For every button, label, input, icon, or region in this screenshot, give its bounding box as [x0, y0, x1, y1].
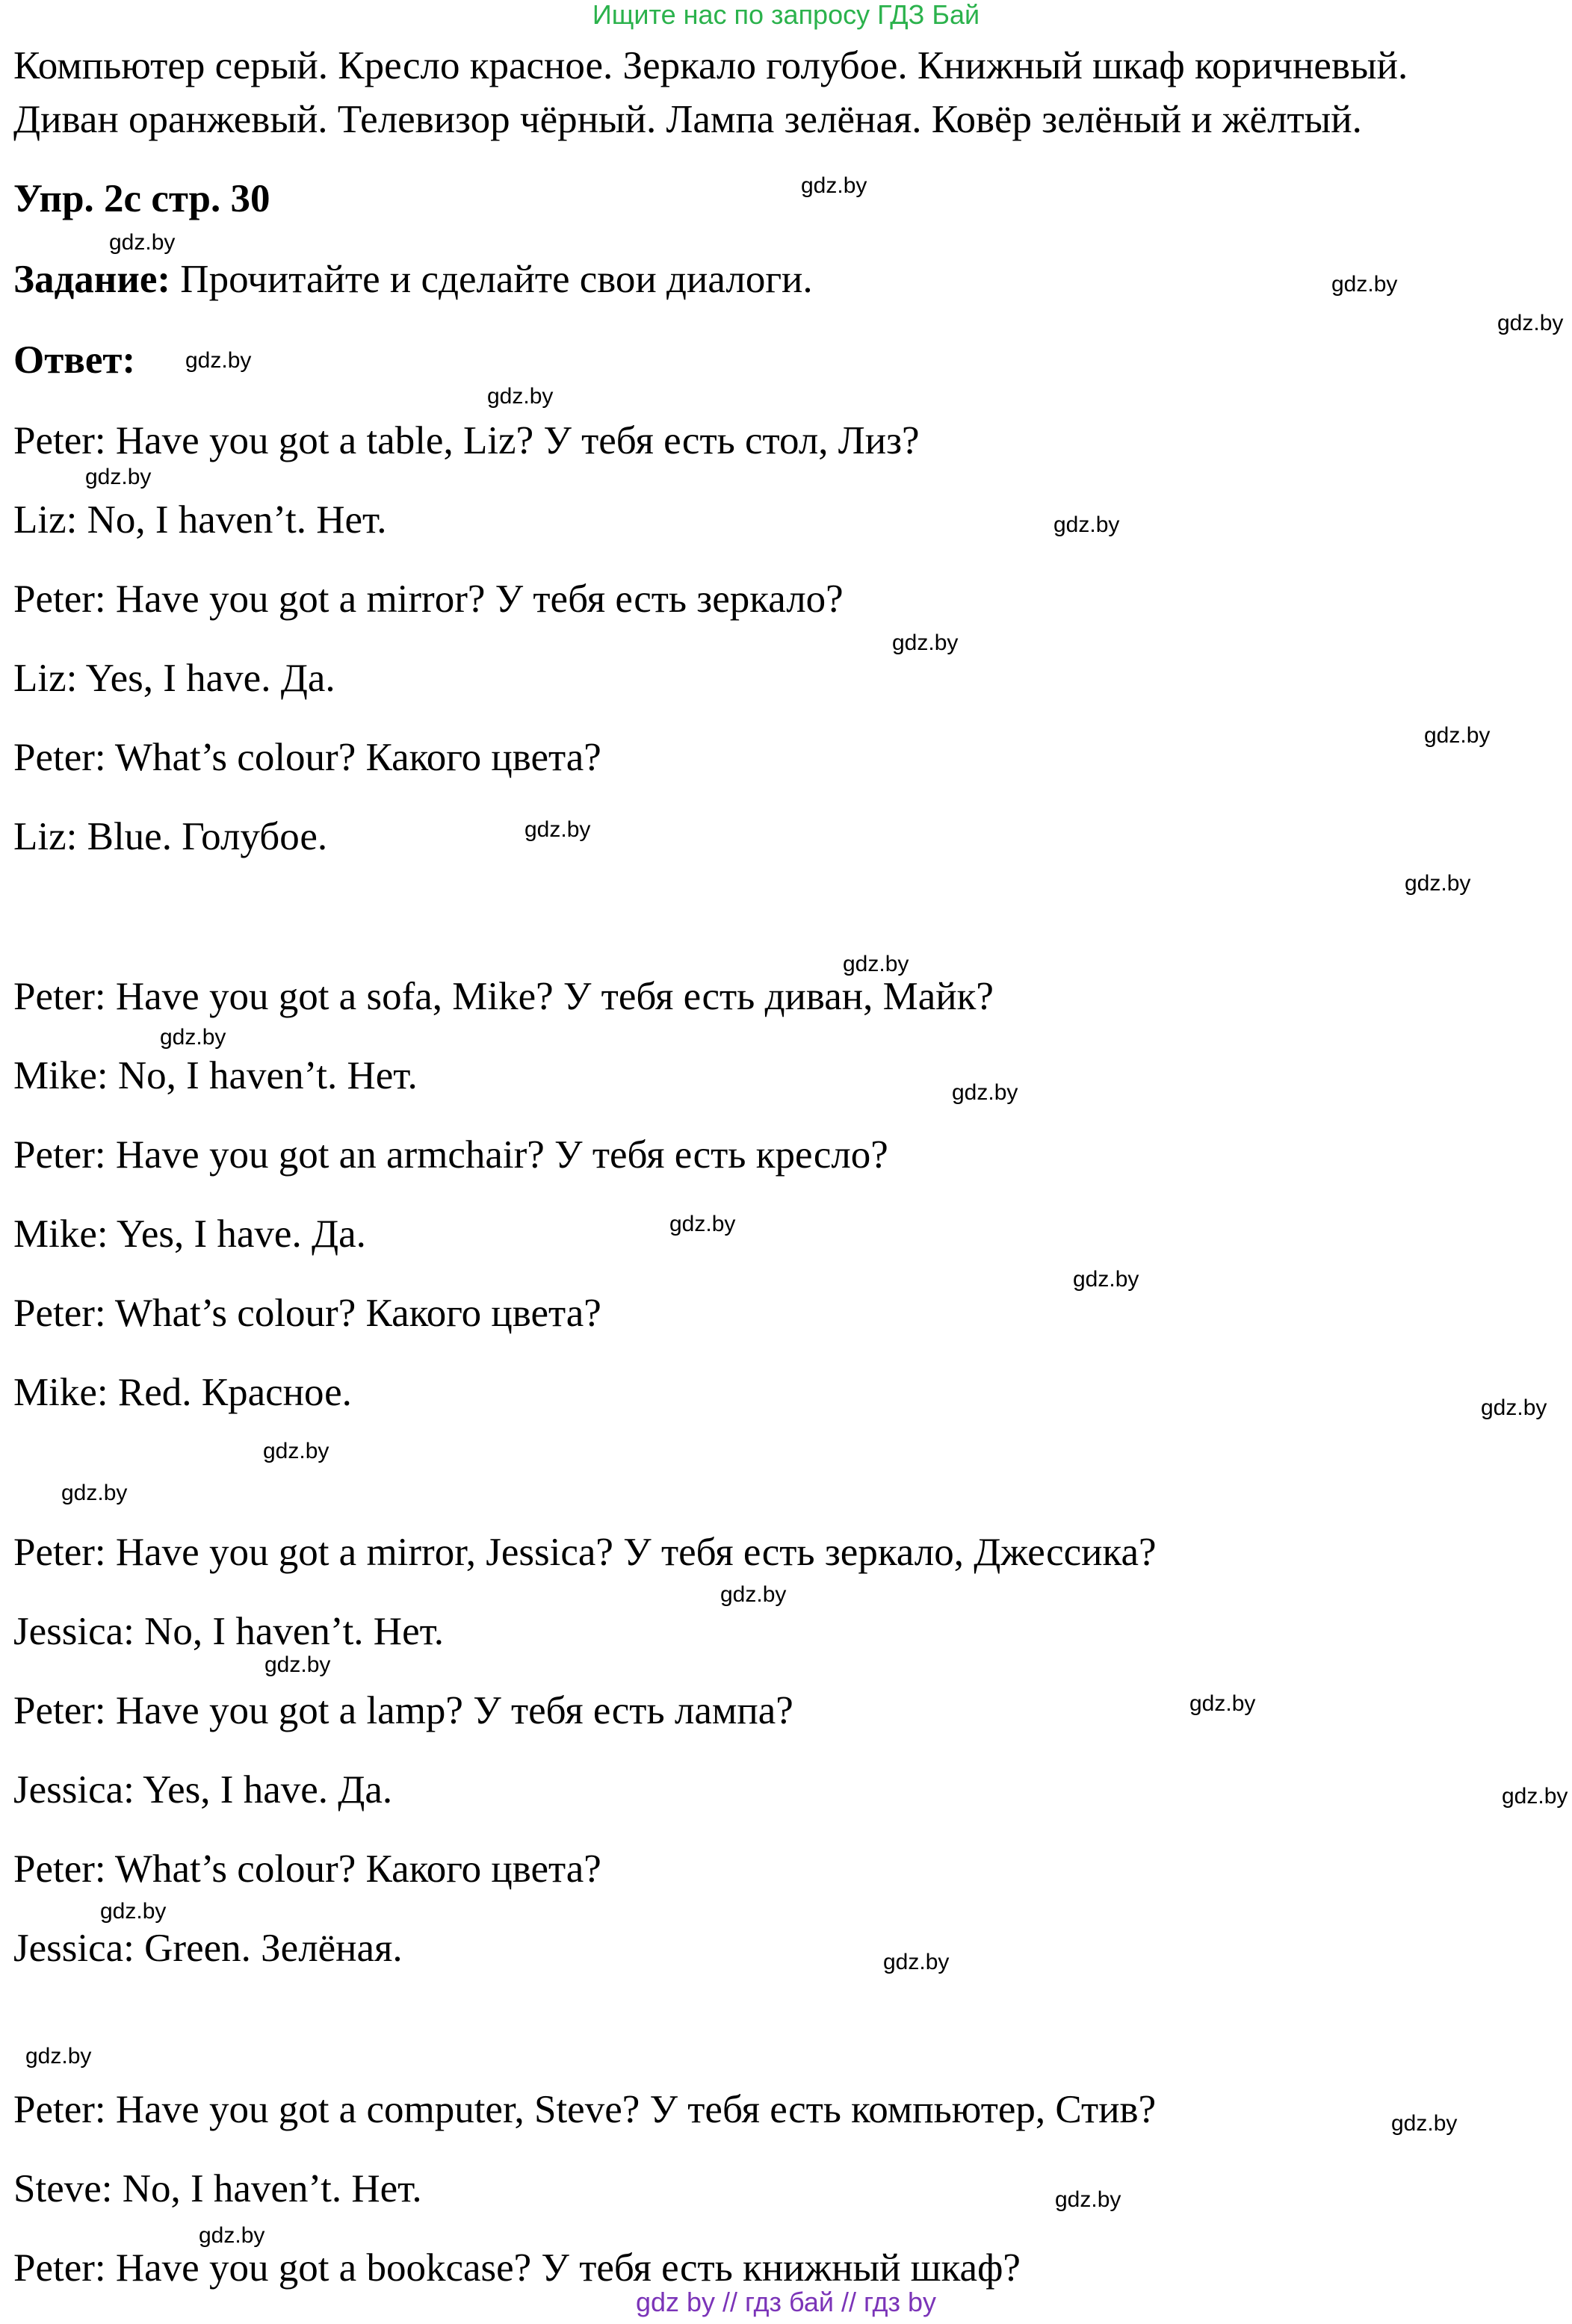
watermark: gdz.by: [1331, 272, 1398, 297]
watermark: gdz.by: [524, 817, 591, 842]
watermark: gdz.by: [669, 1212, 736, 1236]
dialogue-4-line-1: Peter: Have you got a computer, Steve? У тебя есть компьютер, Стив?: [13, 2088, 1157, 2131]
watermark: gdz.by: [199, 2223, 265, 2248]
watermark: gdz.by: [264, 1652, 331, 1677]
dialogue-3-line-1: Peter: Have you got a mirror, Jessica? У тебя есть зеркало, Джессика?: [13, 1531, 1157, 1574]
watermark: gdz.by: [85, 465, 152, 489]
exercise-title: [13, 176, 270, 221]
task-label: Задание:: [13, 258, 171, 301]
watermark: gdz.by: [25, 2044, 92, 2069]
intro-line-1: Компьютер серый. Кресло красное. Зеркало голубое. Книжный шкаф коричневый.: [13, 44, 1408, 87]
answer-label-line: [13, 338, 135, 382]
watermark: gdz.by: [1497, 311, 1564, 335]
watermark: gdz.by: [1053, 512, 1120, 537]
dialogue-1-line-3: Peter: Have you got a mirror? У тебя есть зеркало?: [13, 577, 844, 621]
task-line: [13, 257, 813, 302]
watermark: gdz.by: [185, 348, 252, 373]
dialogue-3-line-2: Jessica: No, I haven’t. Нет.: [13, 1610, 445, 1653]
dialogue-1-line-1: Peter: Have you got a table, Liz? У тебя есть стол, Лиз?: [13, 419, 920, 462]
watermark: gdz.by: [883, 1950, 950, 1974]
dialogue-3-line-6: Jessica: Green. Зелёная.: [13, 1927, 403, 1970]
watermark: gdz.by: [1189, 1691, 1256, 1716]
watermark: gdz.by: [109, 230, 176, 255]
watermark: gdz.by: [1502, 1784, 1568, 1809]
watermark: gdz.by: [720, 1582, 787, 1607]
answer-label: Ответ:: [13, 338, 136, 382]
dialogue-1-line-6: Liz: Blue. Голубое.: [13, 815, 328, 858]
watermark: gdz.by: [1424, 723, 1491, 748]
dialogue-3-line-3: Peter: Have you got a lamp? У тебя есть лампа?: [13, 1689, 793, 1732]
dialogue-3-line-4: Jessica: Yes, I have. Да.: [13, 1768, 393, 1812]
watermark: gdz.by: [1073, 1267, 1139, 1292]
watermark: gdz.by: [801, 173, 867, 198]
intro-line-2: Диван оранжевый. Телевизор чёрный. Лампа зелёная. Ковёр зелёный и жёлтый.: [13, 98, 1362, 141]
watermark: gdz.by: [1481, 1395, 1547, 1420]
dialogue-2-line-4: Mike: Yes, I have. Да.: [13, 1212, 366, 1256]
watermark: gdz.by: [487, 384, 554, 409]
task-text: Прочитайте и сделайте свои диалоги.: [170, 258, 813, 301]
dialogue-2-line-5: Peter: What’s colour? Какого цвета?: [13, 1292, 601, 1335]
watermark: gdz.by: [1405, 871, 1471, 896]
dialogue-2-line-1: Peter: Have you got a sofa, Mike? У тебя есть диван, Майк?: [13, 975, 994, 1018]
dialogue-2-line-6: Mike: Red. Красное.: [13, 1371, 352, 1414]
watermark: gdz.by: [263, 1439, 329, 1463]
exercise-title-text: Упр. 2c стр. 30: [13, 177, 270, 220]
dialogue-1-line-4: Liz: Yes, I have. Да.: [13, 657, 335, 700]
dialogue-4-line-2: Steve: No, I haven’t. Нет.: [13, 2167, 422, 2210]
dialogue-3-line-5: Peter: What’s colour? Какого цвета?: [13, 1847, 601, 1891]
watermark: gdz.by: [61, 1481, 128, 1505]
watermark: gdz.by: [100, 1899, 167, 1924]
dialogue-2-line-2: Mike: No, I haven’t. Нет.: [13, 1054, 418, 1097]
watermark: gdz.by: [160, 1025, 226, 1050]
watermark: gdz.by: [843, 952, 909, 976]
watermark: gdz.by: [1391, 2111, 1458, 2136]
footer-sitenames: gdz by // гдз бай // гдз by: [635, 2287, 937, 2317]
dialogue-2-line-3: Peter: Have you got an armchair? У тебя есть кресло?: [13, 1133, 888, 1177]
watermark: gdz.by: [952, 1080, 1018, 1105]
dialogue-1-line-2: Liz: No, I haven’t. Нет.: [13, 498, 387, 542]
header-search-hint: Ищите нас по запросу ГДЗ Бай: [592, 0, 980, 30]
dialogue-1-line-5: Peter: What’s colour? Какого цвета?: [13, 736, 601, 779]
watermark: gdz.by: [1055, 2187, 1121, 2212]
dialogue-4-line-3: Peter: Have you got a bookcase? У тебя есть книжный шкаф?: [13, 2246, 1021, 2290]
watermark: gdz.by: [892, 630, 959, 655]
